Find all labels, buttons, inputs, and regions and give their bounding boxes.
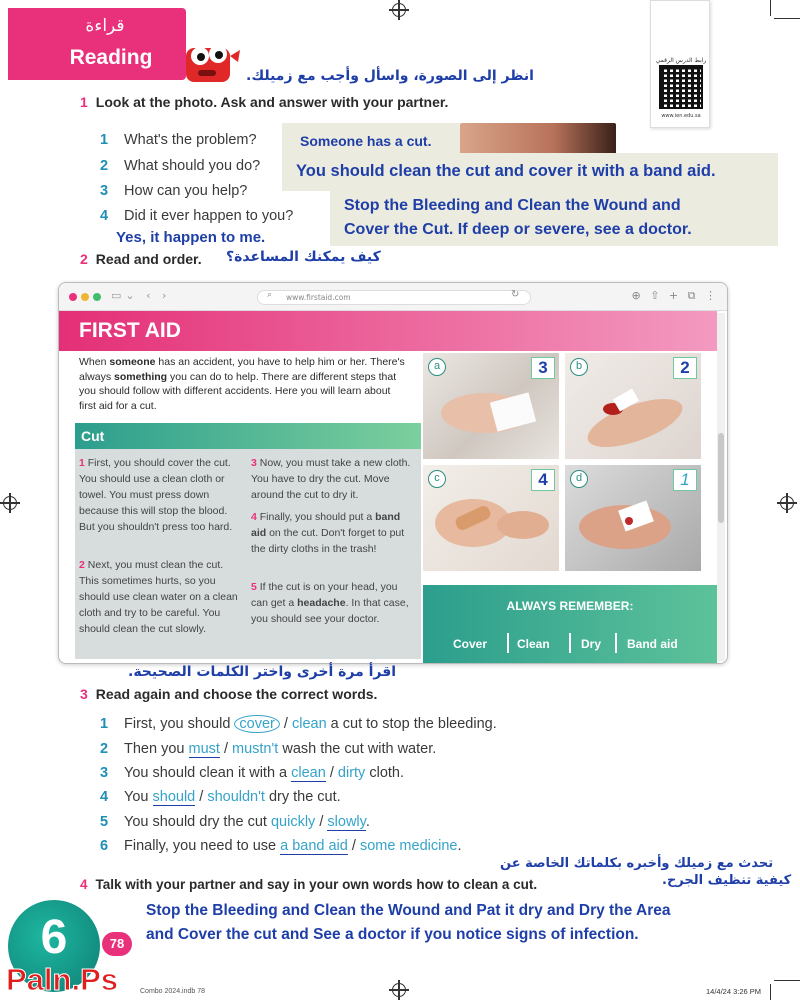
photo-d-answer: 1 xyxy=(673,469,697,491)
q3-item: 3 You should clean it with a clean / dirty cloth. xyxy=(100,765,404,781)
remember-item: Band aid xyxy=(627,637,678,651)
cut-panel xyxy=(75,423,421,659)
q1-item: 3 How can you help? xyxy=(100,183,248,199)
step-4: 4 Finally, you should put a band aid on the cut. Don't forget to put the dirty cloths in the trash! xyxy=(251,511,405,555)
maximize-dot-icon[interactable] xyxy=(93,293,101,301)
q3-item: 6 Finally, you need to use a band aid / some medicine. xyxy=(100,838,462,854)
footer-file-info: Combo 2024.indb 78 xyxy=(140,988,205,995)
q1-heading xyxy=(80,94,448,110)
remember-item: Clean xyxy=(517,637,550,651)
q2-heading xyxy=(80,251,202,267)
photo-a: a 3 xyxy=(423,353,559,459)
always-remember-title: ALWAYS REMEMBER: xyxy=(506,599,634,613)
answer-choice-selected[interactable]: must xyxy=(188,741,220,757)
cut-photo xyxy=(460,123,616,157)
photo-b: b 2 xyxy=(565,353,701,459)
reload-icon[interactable]: ↻ xyxy=(511,289,520,300)
browser-actions-icon[interactable]: ⊕ ⇧ + ⧉ ⋮ xyxy=(631,289,719,302)
q1-item: 2 What should you do? xyxy=(100,158,261,174)
divider xyxy=(615,633,617,653)
q2-arabic-note: كيف يمكنك المساعدة؟ xyxy=(226,249,381,265)
divider xyxy=(507,633,509,653)
unit-number-badge: 6 xyxy=(8,900,100,992)
answer-1-box: Someone has a cut. xyxy=(282,123,460,157)
qr-title: رابط الدرس الرقمي xyxy=(655,57,707,64)
scrollbar-thumb[interactable] xyxy=(718,433,724,523)
remember-item: Cover xyxy=(453,637,488,651)
intro-paragraph: When someone has an accident, you have to help him or her. There's always something you can do to help. There are different steps that you should follow with different accidents. Here you will learn about first aid for a cut. xyxy=(79,356,405,412)
photo-b-answer: 2 xyxy=(673,357,697,379)
browser-toolbar xyxy=(59,283,728,311)
photo-grid xyxy=(423,353,713,579)
q4-arabic-line2: كيفية تنظيف الجرح. xyxy=(662,873,792,888)
crop-mark xyxy=(770,984,771,1000)
q1-arabic-note: انظر إلى الصورة، واسأل وأجب مع زميلك. xyxy=(246,68,534,84)
always-remember-panel xyxy=(423,585,717,664)
qr-code-icon[interactable] xyxy=(659,65,703,109)
close-dot-icon[interactable] xyxy=(69,293,77,301)
q3-number: 3 xyxy=(80,686,88,702)
step-2: 2 Next, you must clean the cut. This sometimes hurts, so you should use clean water on a clean cloth and try to be careful. You should clean the cut slowly. xyxy=(79,559,238,635)
scrollbar[interactable] xyxy=(717,313,725,661)
step-5: 5 If the cut is on your head, you can get a headache. In that case, you should see your doctor. xyxy=(251,581,409,625)
q2-number: 2 xyxy=(80,251,88,267)
back-forward-icon[interactable]: ▭⌄ ‹ › xyxy=(111,289,171,302)
reading-arabic: قراءة xyxy=(85,16,125,36)
q4-title: Talk with your partner and say in your own words how to clean a cut. xyxy=(95,877,538,892)
answer-4-text: Yes, it happen to me. xyxy=(116,229,266,246)
step-3: 3 Now, you must take a new cloth. You have to dry the cut. Move around the cut to dry it. xyxy=(251,457,411,501)
q4-heading xyxy=(80,877,537,892)
registration-mark-bottom xyxy=(392,983,406,997)
reading-tab xyxy=(8,8,186,80)
registration-mark-right xyxy=(780,496,794,510)
qr-url: www.ien.edu.sa xyxy=(661,113,701,119)
crop-mark xyxy=(774,18,800,19)
q3-item: 4 You should / shouldn't dry the cut. xyxy=(100,789,341,805)
crop-mark xyxy=(774,980,800,981)
photo-c: c 4 xyxy=(423,465,559,571)
photo-a-answer: 3 xyxy=(531,357,555,379)
q3-arabic-note: اقرأ مرة أخرى واختر الكلمات الصحيحة. xyxy=(128,664,397,680)
answer-choice-selected[interactable]: slowly xyxy=(327,814,366,830)
cut-heading: Cut xyxy=(75,423,421,449)
answer-choice[interactable]: dirty xyxy=(337,765,366,781)
answer-choice[interactable]: quickly xyxy=(270,814,316,830)
step-1: 1 First, you should cover the cut. You should use a clean cloth or towel. You must press down because this will stop the blood. But you shouldn't press too hard. xyxy=(79,457,233,533)
q4-answer-line1: Stop the Bleeding and Clean the Wound and Pat it dry and Dry the Area xyxy=(146,902,671,919)
answer-choice[interactable]: shouldn't xyxy=(207,789,265,805)
q3-item: 1 First, you should cover / clean a cut to stop the bleeding. xyxy=(100,716,497,732)
answer-choice[interactable]: some medicine xyxy=(359,838,458,854)
answer-choice-selected[interactable]: should xyxy=(152,789,196,805)
mascot-icon xyxy=(180,36,242,90)
registration-mark-top xyxy=(392,3,406,17)
q2-title: Read and order. xyxy=(95,251,202,267)
minimize-dot-icon[interactable] xyxy=(81,293,89,301)
answer-choice[interactable]: mustn't xyxy=(232,741,279,757)
q4-arabic-line1: تحدث مع زميلك وأخبره بكلماتك الخاصة عن xyxy=(500,856,774,871)
page-number: 78 xyxy=(102,932,132,956)
answer-choice-selected[interactable]: cover xyxy=(234,715,279,733)
answer-2-box: You should clean the cut and cover it with a band aid. xyxy=(282,153,778,191)
q4-number: 4 xyxy=(80,877,88,892)
crop-mark xyxy=(770,0,771,16)
q4-answer-line2: and Cover the cut and See a doctor if you notice signs of infection. xyxy=(146,926,639,943)
q3-title: Read again and choose the correct words. xyxy=(95,686,378,702)
answer-choice[interactable]: clean xyxy=(291,716,327,732)
first-aid-banner xyxy=(59,311,717,351)
browser-window xyxy=(58,282,728,664)
url-field[interactable]: www.firstaid.com xyxy=(257,290,531,305)
q3-item: 5 You should dry the cut quickly / slowly. xyxy=(100,814,370,830)
reading-english: Reading xyxy=(69,46,153,69)
search-icon: ⌕ xyxy=(267,290,273,300)
brand-watermark: Paln.Ps xyxy=(6,962,118,997)
photo-c-answer: 4 xyxy=(531,469,555,491)
q1-title: Look at the photo. Ask and answer with your partner. xyxy=(95,94,449,110)
answer-choice-selected[interactable]: a band aid xyxy=(280,838,348,854)
answer-choice-selected[interactable]: clean xyxy=(291,765,326,781)
q1-number: 1 xyxy=(80,94,88,110)
answer-3-box: Stop the Bleeding and Clean the Wound and Cover the Cut. If deep or severe, see a doctor. xyxy=(330,188,778,246)
divider xyxy=(569,633,571,653)
remember-item: Dry xyxy=(581,637,602,651)
q3-heading xyxy=(80,686,377,702)
q1-item: 4 Did it ever happen to you? xyxy=(100,208,294,224)
q1-item: 1 What's the problem? xyxy=(100,132,257,148)
q3-item: 2 Then you must / mustn't wash the cut with water. xyxy=(100,741,437,757)
footer-date: 14/4/24 3:26 PM xyxy=(706,987,762,996)
qr-code-panel[interactable] xyxy=(650,0,710,128)
registration-mark-left xyxy=(3,496,17,510)
first-aid-title: FIRST AID xyxy=(79,319,181,342)
photo-d: d 1 xyxy=(565,465,701,571)
